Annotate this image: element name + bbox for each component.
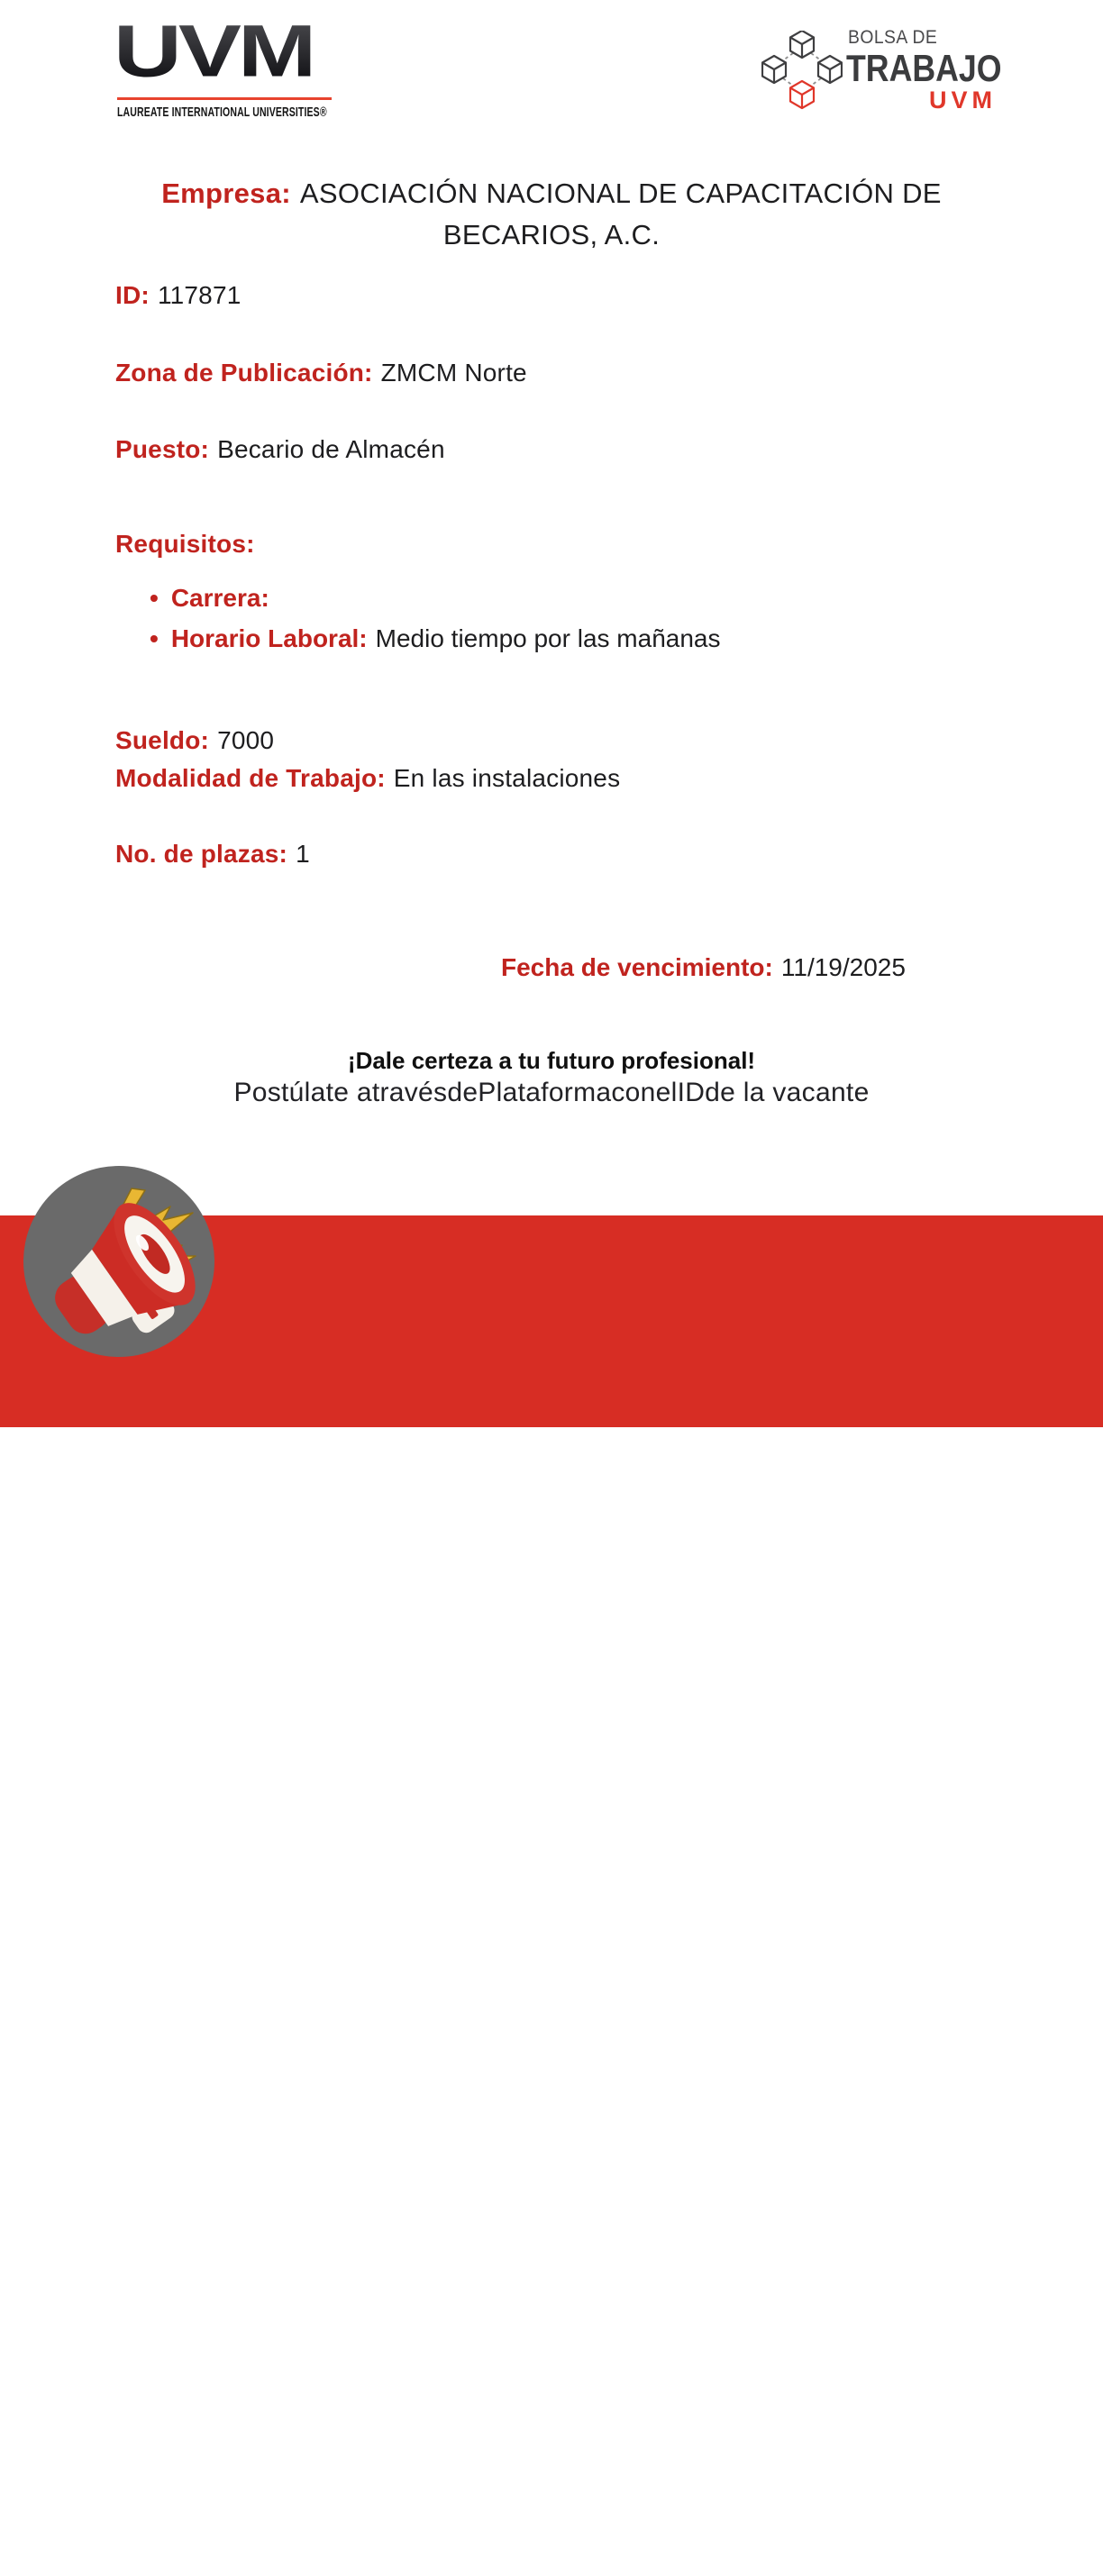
- bolsa-logo-line1: BOLSA DE: [848, 27, 938, 48]
- field-fecha-label: Fecha de vencimiento:: [501, 953, 773, 981]
- field-sueldo-value: 7000: [217, 726, 275, 754]
- field-horario-value: Medio tiempo por las mañanas: [375, 624, 721, 652]
- bullet-icon: •: [150, 584, 159, 612]
- field-id: [115, 281, 242, 310]
- field-horario: [150, 624, 721, 653]
- bolsa-logo-line3: UVM: [929, 86, 997, 114]
- cubes-network-icon: [761, 31, 843, 110]
- field-modalidad-label: Modalidad de Trabajo:: [115, 764, 386, 792]
- bolsa-de-trabajo-logo: [761, 27, 1009, 114]
- cta-title: ¡Dale certeza a tu futuro profesional!: [347, 1047, 756, 1074]
- uvm-logo-red-rule: [117, 97, 332, 100]
- field-carrera: [150, 584, 278, 613]
- field-fecha-vencimiento: [501, 953, 906, 982]
- field-sueldo-label: Sueldo:: [115, 726, 210, 754]
- field-empresa-value: ASOCIACIÓN NACIONAL DE CAPACITACIÓN DE BECARIOS, A.C.: [299, 177, 942, 250]
- uvm-logo-wordmark: UVM: [114, 10, 314, 93]
- megaphone-badge: [23, 1166, 214, 1357]
- field-empresa-label: Empresa:: [161, 177, 291, 209]
- field-zona-value: ZMCM Norte: [380, 359, 527, 387]
- banner-message: Tu experiencia como becario podría ayudarte a liberar tus prácticas profesionales. Consulta los requisitos con tu universidad para más detalles.: [317, 2471, 1020, 2571]
- field-id-value: 117871: [157, 281, 242, 309]
- field-puesto-value: Becario de Almacén: [217, 435, 445, 463]
- field-plazas-label: No. de plazas:: [115, 840, 288, 868]
- field-plazas-value: 1: [296, 840, 310, 868]
- field-puesto-label: Puesto:: [115, 435, 210, 463]
- field-puesto: [115, 435, 445, 464]
- bullet-icon: •: [150, 624, 159, 652]
- cta-subtitle: Postúlate atravésdePlataformaconelIDde la vacante: [233, 1078, 870, 1107]
- field-zona: [115, 359, 527, 387]
- field-requisitos-label: Requisitos:: [115, 530, 255, 558]
- uvm-logo-tagline: LAUREATE INTERNATIONAL UNIVERSITIES®: [117, 105, 327, 120]
- field-id-label: ID:: [115, 281, 150, 309]
- field-carrera-label: Carrera:: [170, 584, 269, 612]
- uvm-logo: [114, 10, 335, 123]
- field-modalidad: [115, 764, 620, 793]
- field-zona-label: Zona de Publicación:: [115, 359, 373, 387]
- bolsa-logo-line2: TRABAJO: [846, 47, 1002, 89]
- field-plazas: [115, 840, 310, 869]
- field-modalidad-value: En las instalaciones: [393, 764, 621, 792]
- field-requisitos: [115, 530, 255, 559]
- field-horario-label: Horario Laboral:: [170, 624, 368, 652]
- megaphone-icon: [23, 1166, 214, 1357]
- field-sueldo: [115, 726, 274, 755]
- field-fecha-value: 11/19/2025: [780, 953, 906, 981]
- field-empresa: [137, 173, 966, 256]
